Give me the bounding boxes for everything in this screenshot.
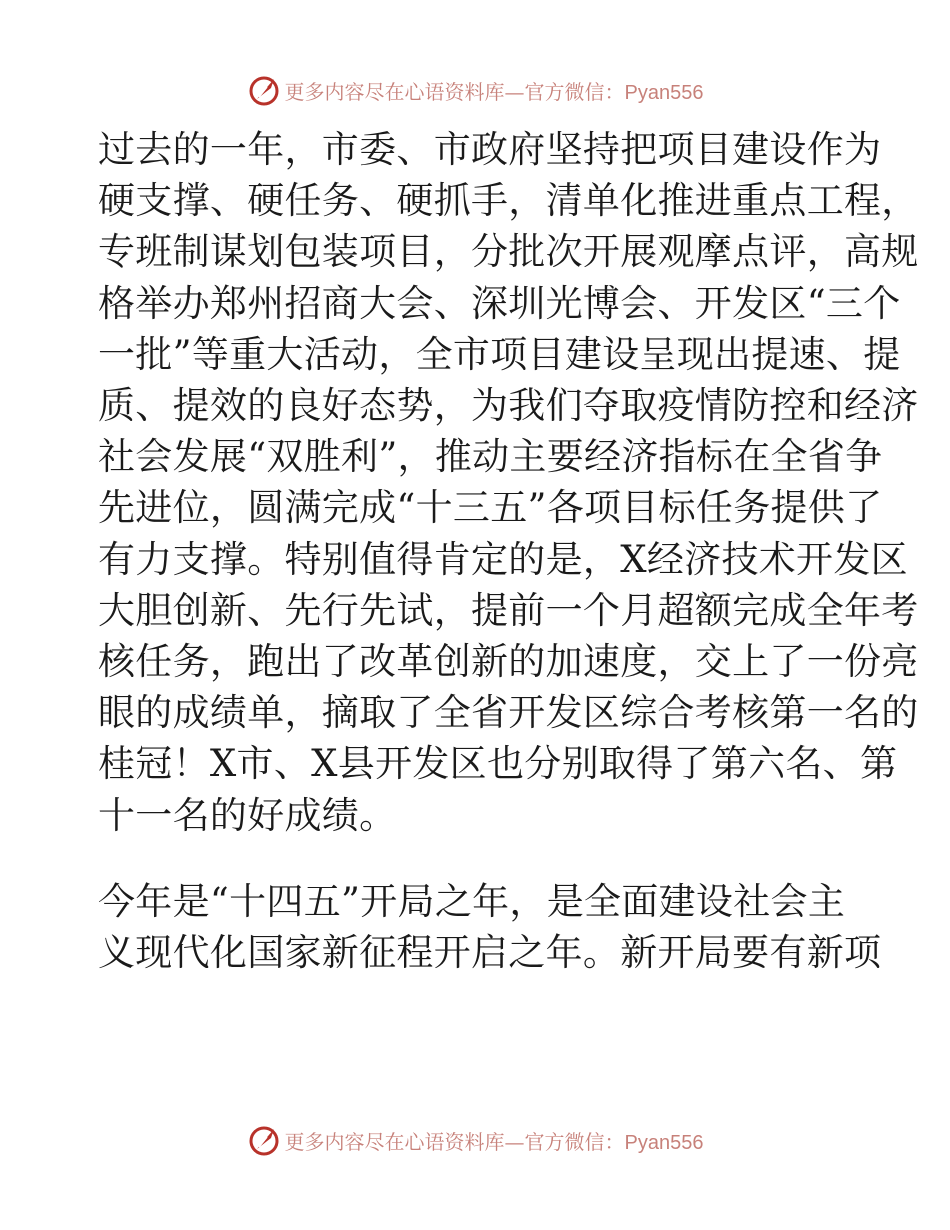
text-line: 过去的一年，市委、市政府坚持把项目建设作为 (98, 128, 882, 171)
banner-text: 更多内容尽在心语资料库—官方微信： (284, 79, 625, 104)
text-line: 专班制谋划包装项目，分批次开展观摩点评，高规 (98, 230, 919, 274)
text-line: 核任务，跑出了改革创新的加速度，交上了一份亮 (98, 640, 919, 684)
wechat-id: Pyan556 (624, 1131, 704, 1154)
text-line: 先进位，圆满完成“十三五”各项目标任务提供了 (98, 486, 883, 530)
text-line: 有力支撑。特别值得肯定的是，X经济技术开发区 (98, 537, 908, 581)
text-line: 一批”等重大活动，全市项目建设呈现出提速、提 (98, 332, 901, 376)
paragraph-1 (98, 124, 919, 841)
text-line: 眼的成绩单，摘取了全省开发区综合考核第一名的 (98, 691, 919, 735)
text-line: 社会发展“双胜利”，推动主要经济指标在全省争 (98, 435, 883, 479)
header-banner (0, 70, 950, 110)
text-line: 格举办郑州招商大会、深圳光博会、开发区“三个 (98, 281, 901, 325)
quill-logo-icon (247, 73, 281, 107)
text-line: 大胆创新、先行先试，提前一个月超额完成全年考 (98, 588, 919, 632)
text-line: 今年是“十四五”开局之年，是全面建设社会主 (98, 879, 846, 923)
footer-banner (0, 1120, 950, 1160)
banner-text: 更多内容尽在心语资料库—官方微信： (284, 1129, 625, 1154)
text-line: 十一名的好成绩。 (98, 793, 397, 837)
paragraph-2 (98, 876, 882, 978)
text-line: 质、提效的良好态势，为我们夺取疫情防控和经济 (98, 384, 919, 428)
wechat-id: Pyan556 (624, 81, 704, 104)
document-body (98, 124, 919, 978)
text-line: 硬支撑、硬任务、硬抓手，清单化推进重点工程， (98, 179, 919, 223)
text-line: 桂冠！X市、X县开发区也分别取得了第六名、第 (98, 742, 898, 786)
text-line: 义现代化国家新征程开启之年。新开局要有新项 (98, 931, 882, 975)
quill-logo-icon (247, 1123, 281, 1157)
